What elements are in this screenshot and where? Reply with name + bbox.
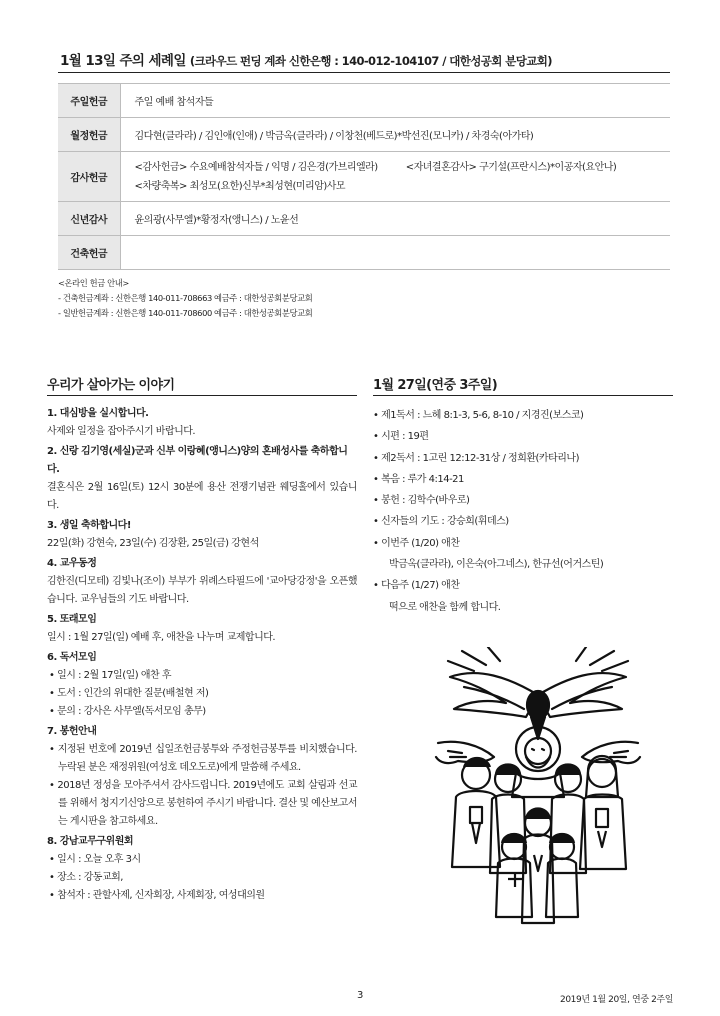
story-bullet: • 참석자 : 관할사제, 신자회장, 사제회장, 여성대의원 [49, 890, 265, 901]
lectionary-item: • 신자들의 기도 : 강승희(휘데스) [373, 516, 509, 528]
story-body: 일시 : 1월 27일(일) 예배 후, 애찬을 나누며 교제합니다. [47, 632, 276, 643]
table-row [58, 118, 670, 152]
row-value: 주일 예배 참석자들 [120, 84, 670, 118]
list-item [47, 555, 357, 609]
lectionary-detail: 떡으로 애찬을 함께 합니다. [389, 601, 501, 613]
offering-header-subtitle: (크라우드 펀딩 계좌 신한은행 : 140-012-104107 / 대한성공회 분당교회) [189, 54, 552, 68]
stories-list [47, 405, 357, 907]
list-item [47, 517, 357, 553]
lectionary-divider [373, 395, 673, 396]
header-divider [58, 72, 670, 73]
page-number: 3 [357, 990, 364, 1001]
offering-header-title: 1월 13일 주의 세례일 [60, 53, 186, 69]
lectionary-item: • 복음 : 루가 4:14-21 [373, 473, 464, 485]
list-item [47, 649, 357, 721]
row-label: 건축헌금 [58, 236, 120, 270]
story-title: 5. 또래모임 [47, 614, 97, 625]
list-item [47, 723, 357, 831]
offering-table [58, 83, 670, 270]
story-bullet: • 도서 : 인간의 위대한 질문(배철현 저) [49, 688, 209, 699]
table-row [58, 236, 670, 270]
online-building-account: - 건축헌금계좌 : 신한은행 140-011-708663 예금주 : 대한성공회분당교회 [58, 293, 313, 303]
lectionary-item: • 제1독서 : 느헤 8:1-3, 5-6, 8-10 / 지경진(보스코) [373, 410, 584, 421]
story-bullet: • 문의 : 강사은 사무엘(독서모임 총무) [49, 706, 206, 717]
story-title: 7. 봉헌안내 [47, 726, 97, 737]
list-item [47, 443, 357, 515]
story-title: 3. 생일 축하합니다! [47, 520, 131, 531]
row-label: 감사헌금 [58, 152, 120, 202]
lectionary-detail: 박금옥(클라라), 이은숙(아그네스), 한규선(어거스틴) [389, 559, 604, 571]
lectionary-item: • 제2독서 : 1고린 12:12-31상 / 정희환(카타리나) [373, 452, 579, 464]
story-body: 22일(화) 강현숙, 23일(수) 김장환, 25일(금) 강현석 [47, 538, 259, 549]
story-title: 4. 교우동정 [47, 558, 97, 569]
list-item [47, 833, 357, 905]
online-title: <온라인 헌금 안내> [58, 278, 129, 288]
story-title: 8. 강남교무구위원회 [47, 836, 134, 847]
thanks-line-1b: <자녀결혼감사> 구기설(프란시스)*이공자(요안나) [405, 161, 617, 173]
offering-header [60, 49, 668, 69]
lectionary-item: • 봉헌 : 김학수(바우로) [373, 495, 470, 507]
stories-title: 우리가 살아가는 이야기 [47, 378, 175, 393]
pentecost-figures-illustration [428, 647, 648, 937]
lectionary-list [373, 405, 673, 618]
thanks-line-2: <차량축복> 최성모(요한)신부*최성현(미리암)사모 [134, 180, 346, 192]
footer-date: 2019년 1월 20일, 연중 2주일 [560, 995, 673, 1005]
thanks-line-1a: <감사헌금> 수요예배참석자들 / 익명 / 김은경(가브리엘라) [134, 161, 378, 173]
row-value: 윤의광(사무엘)*황정자(앵니스) / 노윤선 [120, 202, 670, 236]
row-label: 신년감사 [58, 202, 120, 236]
story-bullet: • 장소 : 강동교회, [49, 872, 123, 883]
story-title: 2. 신랑 김기영(세실)군과 신부 이랑혜(앵니스)양의 혼배성사를 축하합니다. [47, 446, 348, 475]
online-general-account: - 일반헌금계좌 : 신한은행 140-011-708600 예금주 : 대한성공회분당교회 [58, 308, 313, 318]
row-label: 주일헌금 [58, 84, 120, 118]
story-bullet: • 일시 : 오늘 오후 3시 [49, 854, 141, 865]
online-giving-info [58, 276, 312, 321]
table-row [58, 202, 670, 236]
story-body: 사제와 일정을 잡아주시기 바랍니다. [47, 426, 196, 437]
stories-divider [47, 395, 357, 396]
table-row [58, 152, 670, 202]
row-value: 김다현(클라라) / 김인애(인애) / 박금옥(클라라) / 이창천(베드로)*박선진(모니카) / 차경숙(아가타) [120, 118, 670, 152]
list-item [47, 611, 357, 647]
table-row [58, 84, 670, 118]
list-item [47, 405, 357, 441]
row-value [120, 236, 670, 270]
row-label: 월정헌금 [58, 118, 120, 152]
lectionary-item: • 다음주 (1/27) 애찬 [373, 580, 460, 592]
story-body: 김한진(디모테) 김빛나(조이) 부부가 위례스타필드에 '교아당강정'을 오픈했습니다. 교우님들의 기도 바랍니다. [47, 576, 357, 605]
row-value [120, 152, 670, 202]
lectionary-title: 1월 27일(연중 3주일) [373, 378, 498, 393]
story-bullet: • 일시 : 2월 17일(일) 애찬 후 [49, 670, 172, 681]
story-title: 1. 대심방을 실시합니다. [47, 408, 149, 419]
story-title: 6. 독서모임 [47, 652, 97, 663]
story-body: 결혼식은 2월 16일(토) 12시 30분에 용산 전쟁기념관 웨딩홀에서 있습니다. [47, 482, 357, 511]
lectionary-item: • 이번주 (1/20) 애찬 [373, 537, 460, 549]
story-bullet: • 2018년 정성을 모아주셔서 감사드립니다. 2019년에도 교회 살림과 선교를 위해서 청지기신앙으로 봉헌하여 주시기 바랍니다. 결산 및 예산보고서는 게시판을 참고하세요. [49, 780, 357, 827]
story-bullet: • 지정된 번호에 2019년 십일조헌금봉투와 주정헌금봉투를 비치했습니다. 누락된 분은 재정위원(여성호 데오도로)에게 말씀해 주세요. [49, 744, 357, 773]
lectionary-item: • 시편 : 19편 [373, 431, 429, 443]
